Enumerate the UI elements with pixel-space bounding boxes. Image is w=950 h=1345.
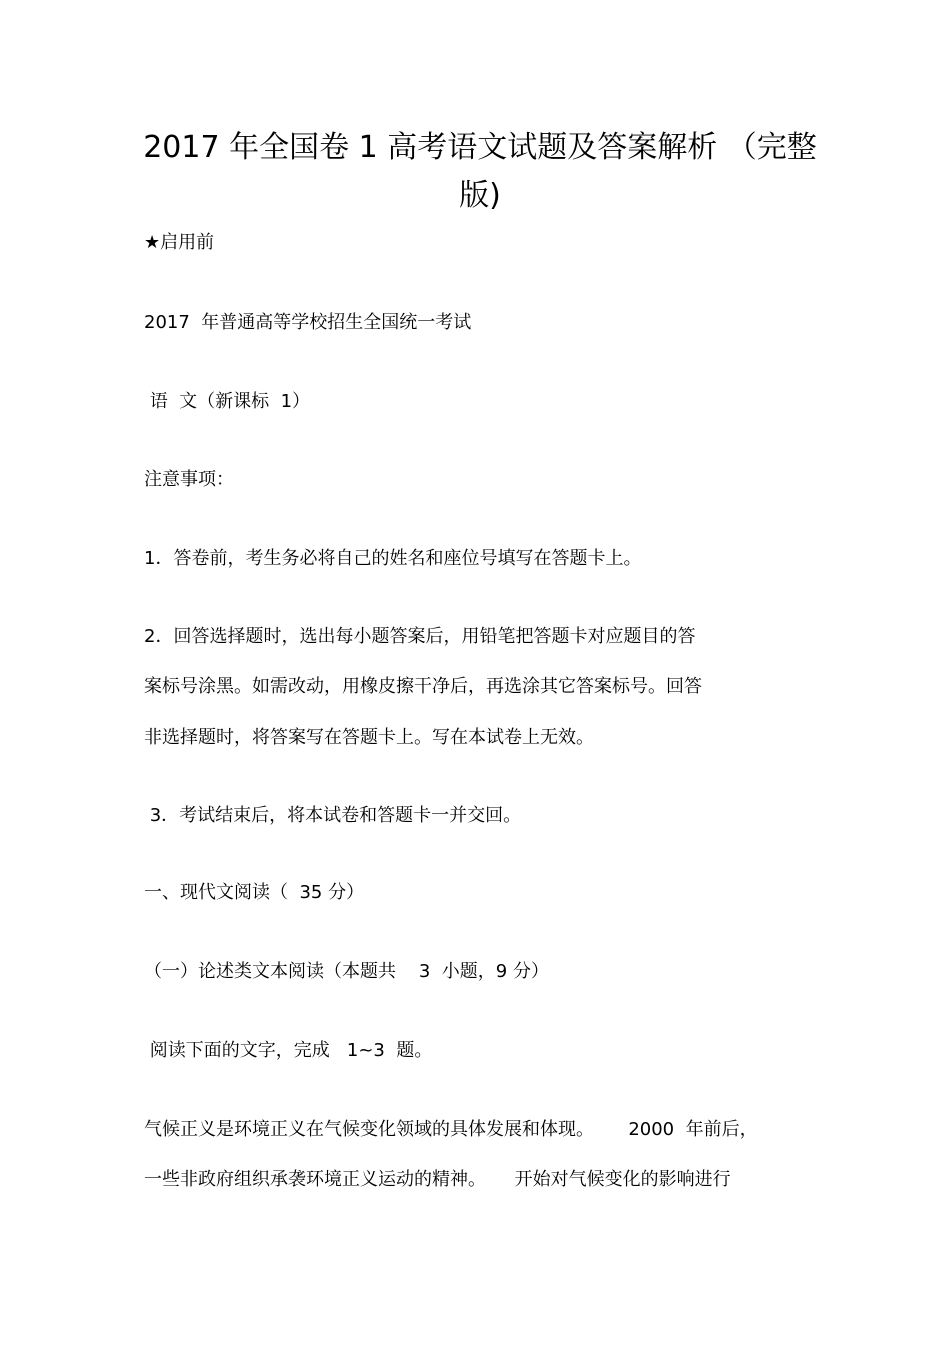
section-heading: 一、现代文阅读（ 35 分） [144,882,365,903]
passage-line-1: 气候正义是环境正义在气候变化领域的具体发展和体现。 2000 年前后， [144,1119,758,1140]
notice-item-2-line-3: 非选择题时，将答案写在答题卡上。写在本试卷上无效。 [144,727,594,748]
reading-instruction: 阅读下面的文字，完成 1~3 题。 [144,1040,433,1061]
passage-line-2: 一些非政府组织承袭环境正义运动的精神。 开始对气候变化的影响进行 [144,1169,731,1190]
document-title: 2017 年全国卷 1 高考语文试题及答案解析 （完整版) [143,130,817,213]
subject-line: 语 文（新课标 1） [144,391,311,412]
notice-heading: 注意事项： [144,469,234,490]
notice-item-2-line-2: 案标号涂黑。如需改动，用橡皮擦干净后，再选涂其它答案标号。回答 [144,676,702,697]
subsection-heading: （一）论述类文本阅读（本题共 3 小题，9 分） [144,961,549,982]
confidential-mark: ★启用前 [144,232,215,253]
notice-item-1: 1．答卷前，考生务必将自己的姓名和座位号填写在答题卡上。 [144,548,642,569]
exam-name: 2017 年普通高等学校招生全国统一考试 [144,312,472,333]
notice-item-2-line-1: 2．回答选择题时，选出每小题答案后，用铅笔把答题卡对应题目的答 [144,626,696,647]
notice-item-3: 3．考试结束后，将本试卷和答题卡一并交回。 [144,805,522,826]
